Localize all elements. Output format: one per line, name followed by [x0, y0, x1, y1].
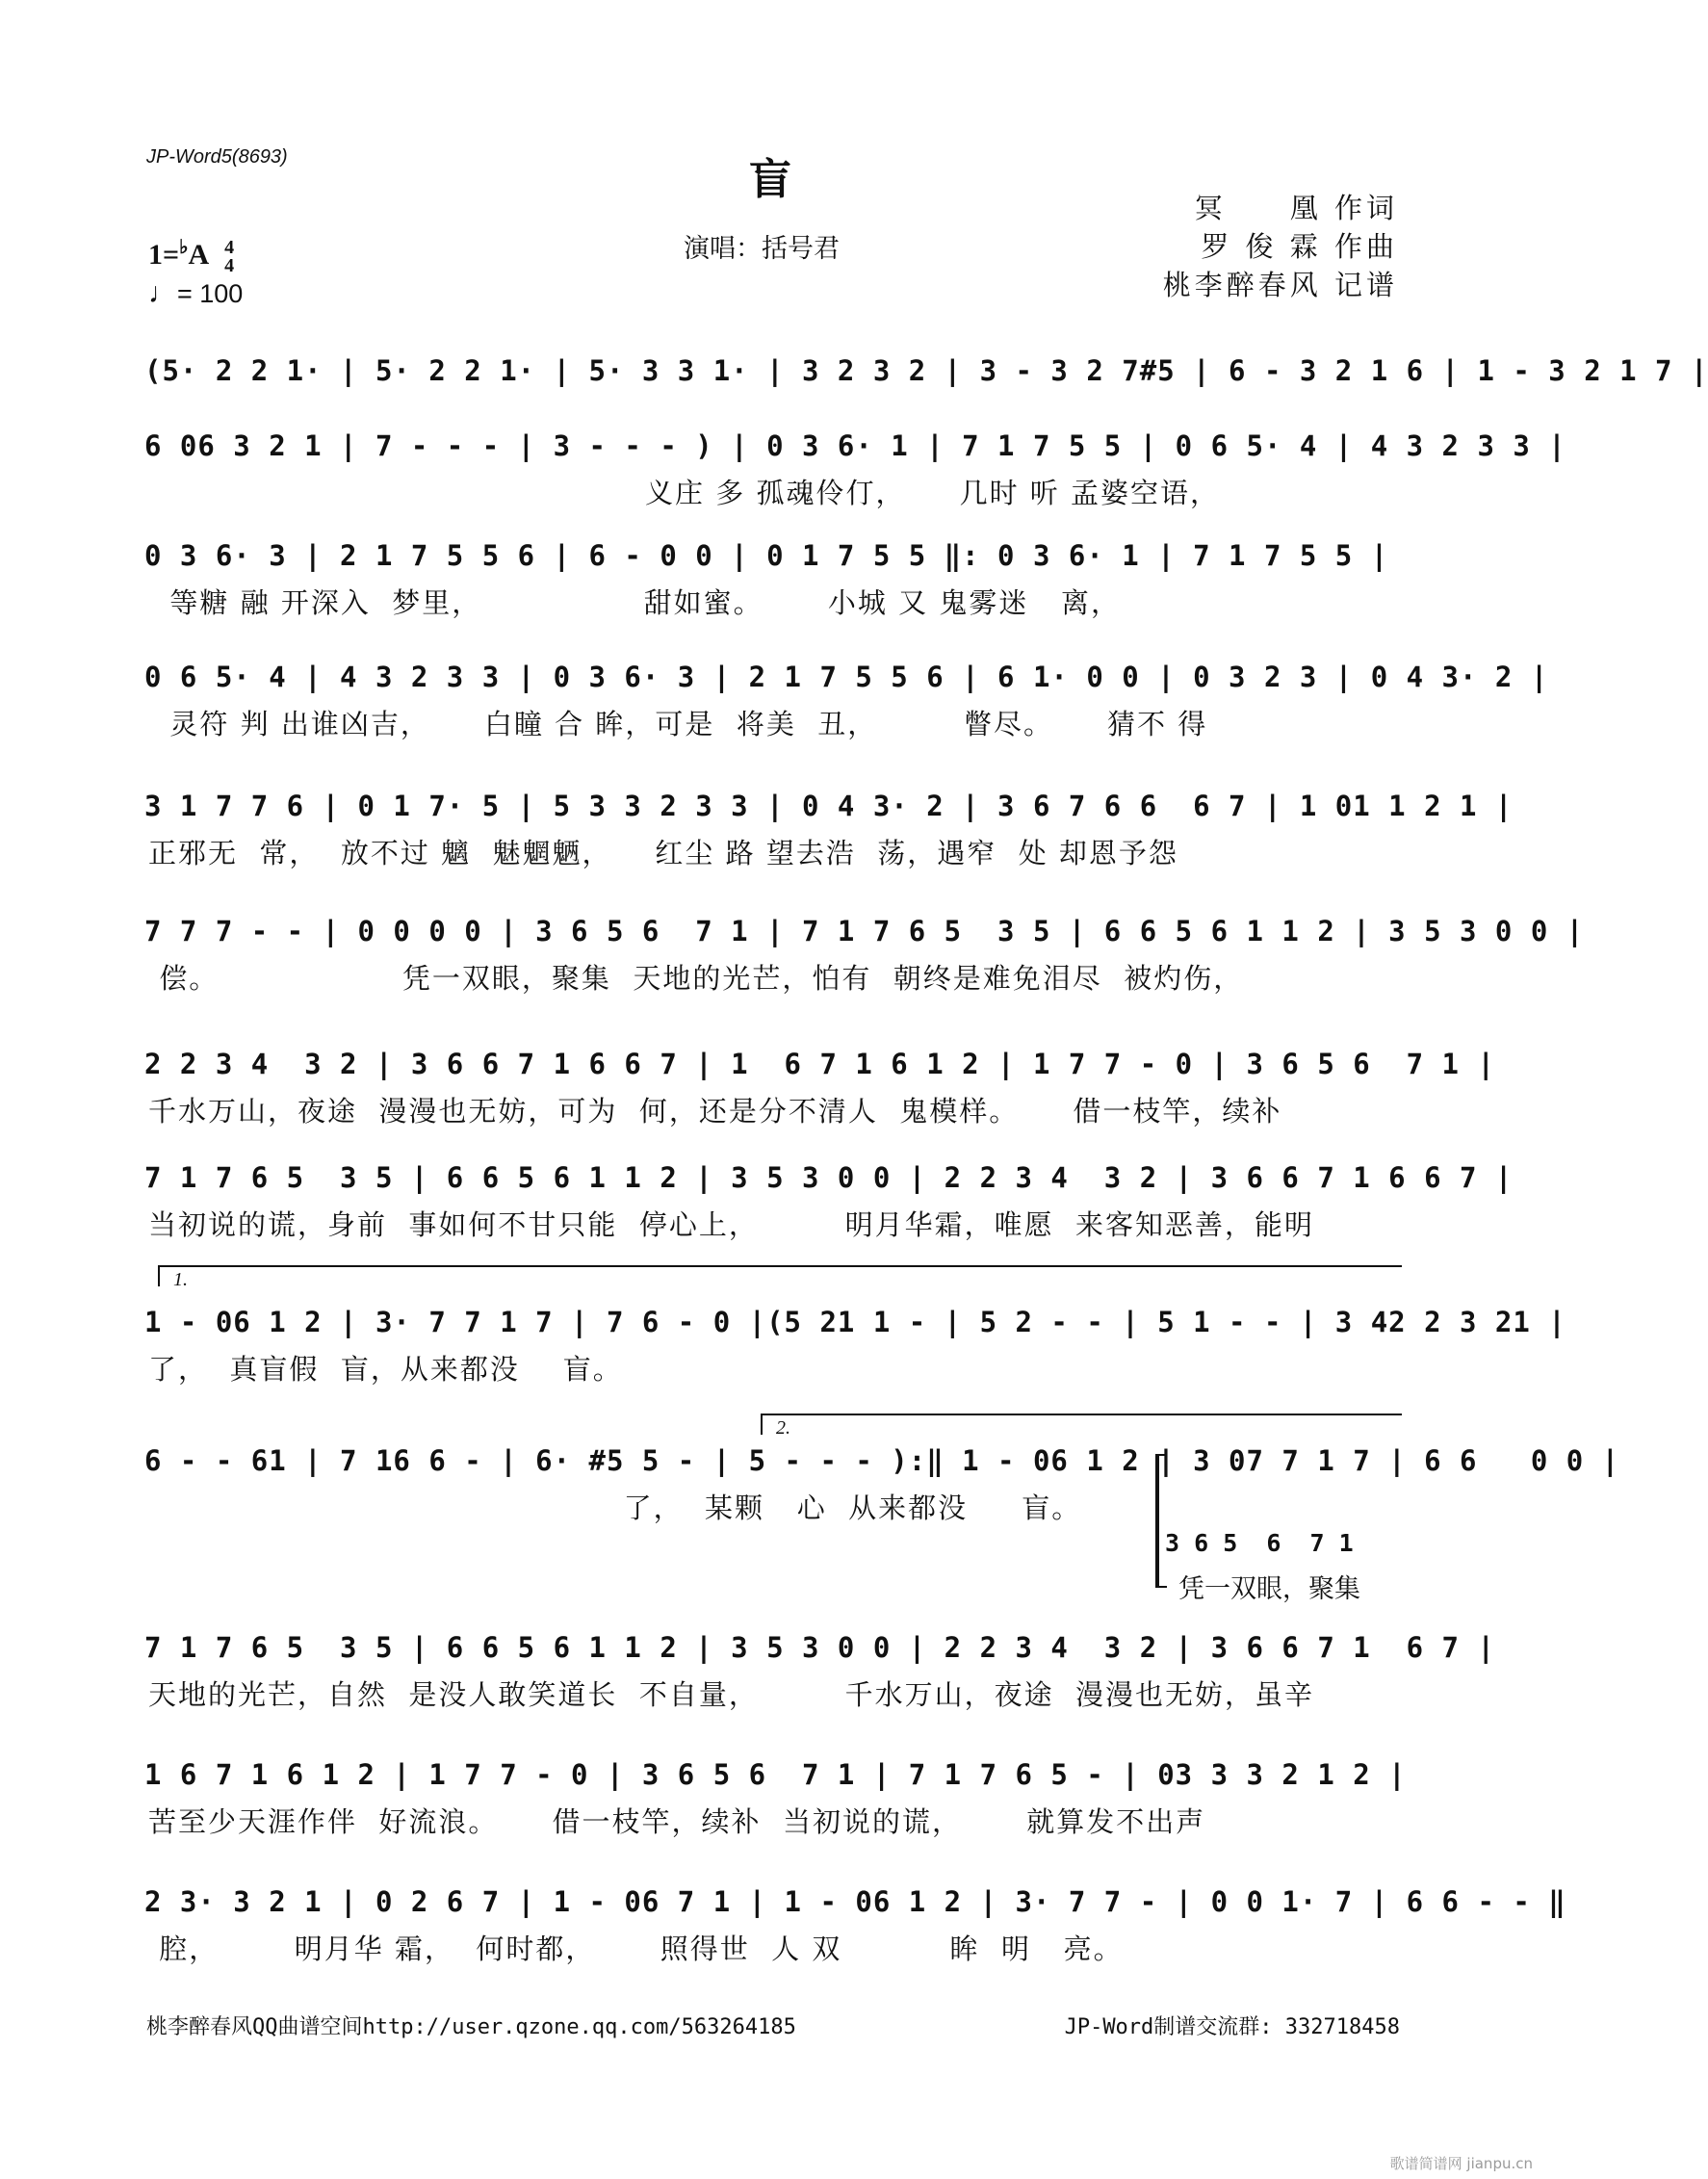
lyrics-line: 义庄 多 孤魂伶仃， 几时 听 孟婆空语， — [148, 477, 1221, 509]
transcriber-credit: 桃李醉春风 记谱 — [1162, 269, 1398, 301]
lyrics-line: 了， 真盲假 盲，从来都没 盲。 — [148, 1353, 623, 1386]
lyrics-line: 了， 某颗 心 从来都没 盲。 — [148, 1492, 1082, 1524]
watermark: 歌谱简谱网 jianpu.cn — [1389, 2155, 1533, 2172]
singer-label: 演唱：括号君 — [684, 234, 840, 264]
notes-line: 0 3 6· 3 | 2 1 7 5 5 6 | 6 - 0 0 | 0 1 7 5 5 ‖: 0 3 6· 1 | 7 1 7 5 5 | — [144, 539, 1389, 572]
notes-line: (5· 2 2 1· | 5· 2 2 1· | 5· 3 3 1· | 3 2 3 2 | 3 - 3 2 7#5 | 6 - 3 2 1 6 | 1 - 3 2 1 7 | — [144, 354, 1708, 387]
alt-staff-lyrics: 凭一双眼，聚集 — [1178, 1574, 1360, 1604]
volta-1-label: 1. — [173, 1269, 188, 1290]
alt-staff-notes: 3 6 5 6 7 1 — [1165, 1529, 1354, 1557]
notes-line: 2 3· 3 2 1 | 0 2 6 7 | 1 - 06 7 1 | 1 - 06 1 2 | 3· 7 7 - | 0 0 1· 7 | 6 6 - - ‖ — [144, 1885, 1566, 1918]
lyrics-line: 腔， 明月华 霜， 何时都， 照得世 人 双 眸 明 亮。 — [148, 1933, 1124, 1965]
time-signature — [224, 239, 234, 275]
lyrics-line: 偿。 凭一双眼，聚集 天地的光芒，怕有 朝终是难免泪尽 被灼伤， — [148, 962, 1244, 995]
alt-staff-bracket — [1155, 1454, 1167, 1588]
notes-line: 7 1 7 6 5 3 5 | 6 6 5 6 1 1 2 | 3 5 3 0 0 | 2 2 3 4 3 2 | 3 6 6 7 1 6 6 7 | — [144, 1161, 1514, 1194]
lyrics-line: 当初说的谎，身前 事如何不甘只能 停心上， 明月华霜，唯愿 来客知恶善，能明 — [148, 1208, 1315, 1241]
lyrics-line: 千水万山，夜途 漫漫也无妨，可为 何，还是分不清人 鬼模样。 借一枝竿，续补 — [148, 1095, 1282, 1128]
lyrics-line: 天地的光芒，自然 是没人敢笑道长 不自量， 千水万山，夜途 漫漫也无妨，虽辛 — [148, 1678, 1315, 1711]
software-label: JP-Word5(8693) — [146, 146, 288, 168]
lyrics-line: 等糖 融 开深入 梦里， 甜如蜜。 小城 又 鬼雾迷 离， — [148, 586, 1121, 619]
lyricist-credit: 冥 凰 作词 — [1194, 192, 1398, 224]
volta-2-bracket — [761, 1414, 1402, 1435]
notes-line: 7 7 7 - - | 0 0 0 0 | 3 6 5 6 7 1 | 7 1 7 6 5 3 5 | 6 6 5 6 1 1 2 | 3 5 3 0 0 | — [144, 915, 1585, 947]
footer-left: 桃李醉春风QQ曲谱空间http://user.qzone.qq.com/563264185 — [146, 2015, 796, 2039]
notes-line: 0 6 5· 4 | 4 3 2 3 3 | 0 3 6· 3 | 2 1 7 5 5 6 | 6 1· 0 0 | 0 3 2 3 | 0 4 3· 2 | — [144, 661, 1549, 693]
tempo-marking — [148, 277, 243, 310]
composer-credit: 罗 俊 霖 作曲 — [1201, 230, 1398, 263]
credits — [1163, 189, 1398, 304]
lyrics-line: 灵符 判 出谁凶吉， 白瞳 合 眸，可是 将美 丑， 瞥尽。 猜不 得 — [148, 708, 1208, 740]
time-top: 4 — [224, 237, 235, 259]
notes-line: 1 - 06 1 2 | 3· 7 7 1 7 | 7 6 - 0 |(5 21 1 - | 5 2 - - | 5 1 - - | 3 42 2 3 21 | — [144, 1306, 1566, 1338]
quarter-note-icon: ♩ — [148, 277, 177, 309]
lyrics-line: 苦至少天涯作伴 好流浪。 借一枝竿，续补 当初说的谎， 就算发不出声 — [148, 1805, 1206, 1838]
notes-line: 6 - - 61 | 7 16 6 - | 6· #5 5 - | 5 - - - ):‖ 1 - 06 1 2 | 3 07 7 1 7 | 6 6 0 0 | — [144, 1444, 1620, 1477]
tempo-value: = 100 — [177, 279, 244, 308]
volta-1-bracket — [158, 1265, 1402, 1286]
flat-icon: ♭ — [179, 237, 189, 258]
lyrics-line: 正邪无 常， 放不过 魑 魅魍魉， 红尘 路 望去浩 荡，遇窄 处 却恩予怨 — [148, 837, 1178, 869]
footer-right: JP-Word制谱交流群: 332718458 — [1064, 2015, 1400, 2039]
key-signature — [148, 235, 234, 275]
time-bottom: 4 — [224, 255, 235, 277]
notes-line: 6 06 3 2 1 | 7 - - - | 3 - - - ) | 0 3 6· 1 | 7 1 7 5 5 | 0 6 5· 4 | 4 3 2 3 3 | — [144, 429, 1566, 462]
notes-line: 1 6 7 1 6 1 2 | 1 7 7 - 0 | 3 6 5 6 7 1 | 7 1 7 6 5 - | 03 3 3 2 1 2 | — [144, 1758, 1407, 1791]
song-title: 盲 — [749, 155, 791, 204]
volta-2-label: 2. — [776, 1417, 790, 1439]
notes-line: 2 2 3 4 3 2 | 3 6 6 7 1 6 6 7 | 1 6 7 1 6 1 2 | 1 7 7 - 0 | 3 6 5 6 7 1 | — [144, 1048, 1495, 1080]
notes-line: 7 1 7 6 5 3 5 | 6 6 5 6 1 1 2 | 3 5 3 0 0 | 2 2 3 4 3 2 | 3 6 6 7 1 6 7 | — [144, 1631, 1495, 1664]
key-prefix: 1= — [148, 239, 180, 271]
notes-line: 3 1 7 7 6 | 0 1 7· 5 | 5 3 3 2 3 3 | 0 4 3· 2 | 3 6 7 6 6 6 7 | 1 01 1 2 1 | — [144, 790, 1514, 822]
key-letter: A — [188, 239, 208, 271]
